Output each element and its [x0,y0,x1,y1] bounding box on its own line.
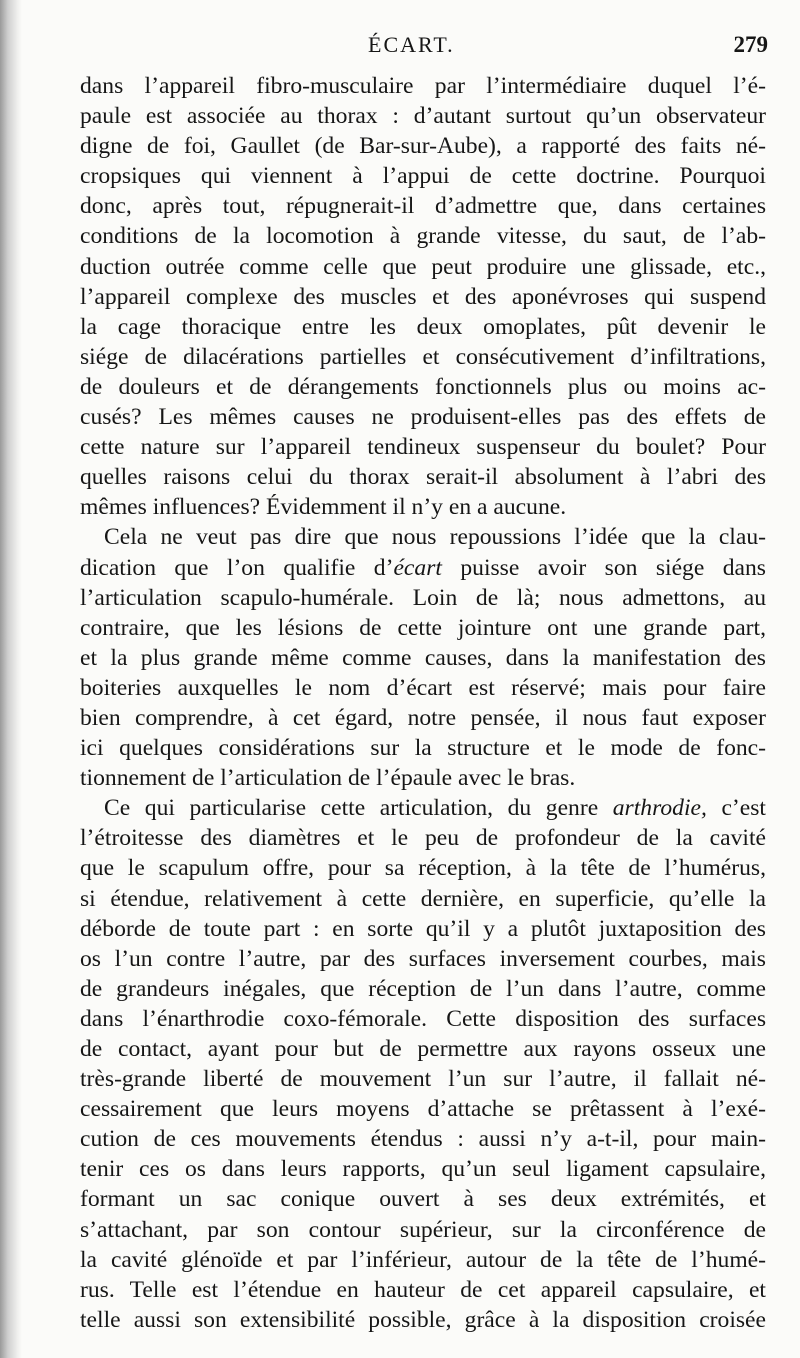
text-line: formant un sac conique ouvert à ses deux extrémités, et [80,1186,766,1213]
text-line: siége de dilacérations partielles et consécutivement d’infiltrations, [80,343,766,370]
text-fragment: c’est [706,795,766,822]
page-number: 279 [733,32,768,57]
text-line: digne de foi, Gaullet (de Bar-sur-Aube), a rapporté des faits né- [80,133,766,160]
running-head [0,30,800,62]
text-line: si étendue, relativement à cette dernière, en superficie, qu’elle la [80,885,766,912]
text-line: l’appareil complexe des muscles et des aponévroses qui suspend [80,283,766,310]
text-line: paule est associée au thorax : d’autant surtout qu’un observateur [80,103,766,130]
text-line: tenir ces os dans leurs rapports, qu’un seul ligament capsulaire, [80,1156,766,1183]
text-line: Cela ne veut pas dire que nous repoussions l’idée que la clau- [104,524,766,551]
text-line: et la plus grande même comme causes, dans la manifestation des [80,644,766,671]
text-line: que le scapulum offre, pour sa réception, à la tête de l’humérus, [80,855,766,882]
italic-term: écart [393,554,442,581]
text-line: déborde de toute part : en sorte qu’il y a plutôt juxtaposition des [80,915,766,942]
text-line: dans l’appareil fibro-musculaire par l’intermédiaire duquel l’é- [80,73,766,99]
text-line: os l’un contre l’autre, par des surfaces inversement courbes, mais [80,945,766,972]
text-line: donc, après tout, répugnerait-il d’admettre que, dans certaines [80,193,766,220]
text-fragment: Ce qui particularise cette articulation, du genre [104,795,613,822]
text-line: très-grande liberté de mouvement l’un sur l’autre, il fallait né- [80,1066,766,1093]
text-line: cessairement que leurs moyens d’attache se prêtassent à l’exé- [80,1096,766,1123]
text-line: cropsiques qui viennent à l’appui de cette doctrine. Pourquoi [80,163,766,190]
page-gutter-shadow [0,0,22,1358]
text-line: l’articulation scapulo-humérale. Loin de là; nous admettons, au [80,584,766,611]
running-title: ÉCART. [368,32,455,57]
text-line: telle aussi son extensibilité possible, grâce à la disposition croisée [80,1306,766,1333]
text-line: s’attachant, par son contour supérieur, sur la circonférence de [80,1216,766,1243]
text-line: cution de ces mouvements étendus : aussi n’y a-t-il, pour main- [80,1126,766,1153]
text-line: la cage thoracique entre les deux omoplates, pût devenir le [80,313,766,340]
page-body [80,71,766,1335]
text-line: cette nature sur l’appareil tendineux suspenseur du boulet? Pour [80,434,766,461]
text-fragment: dication que l’on qualifie d’ [80,554,394,581]
text-line [80,793,766,823]
text-line: conditions de la locomotion à grande vitesse, du saut, de l’ab- [80,223,766,250]
text-line: duction outrée comme celle que peut produire une glissade, etc., [80,253,766,280]
text-line: l’étroitesse des diamètres et le peu de profondeur de la cavité [80,825,766,852]
text-line: de douleurs et de dérangements fonctionnels plus ou moins ac- [80,373,766,400]
text-line [80,553,766,583]
italic-term: arthrodie, [612,795,707,822]
text-line: bien comprendre, à cet égard, notre pensée, il nous faut exposer [80,704,766,731]
text-line: la cavité glénoïde et par l’inférieur, autour de la tête de l’humé- [80,1246,766,1273]
text-line: quelles raisons celui du thorax serait-il absolument à l’abri des [80,464,766,491]
text-line: ici quelques considérations sur la structure et le mode de fonc- [80,735,766,762]
text-line: contraire, que les lésions de cette jointure ont une grande part, [80,614,766,641]
text-line: boiteries auxquelles le nom d’écart est réservé; mais pour faire [80,674,766,701]
text-line: mêmes influences? Évidemment il n’y en a aucune. [80,494,567,521]
text-line: dans l’énarthrodie coxo-fémorale. Cette disposition des surfaces [80,1005,766,1032]
text-line: rus. Telle est l’étendue en hauteur de cet appareil capsulaire, et [80,1276,766,1303]
text-line: de grandeurs inégales, que réception de l’un dans l’autre, comme [80,975,766,1002]
text-fragment: puisse avoir son siége dans [441,554,766,581]
text-line: cusés? Les mêmes causes ne produisent-elles pas des effets de [80,404,766,431]
text-line: de contact, ayant pour but de permettre aux rayons osseux une [80,1036,766,1062]
text-line: tionnement de l’articulation de l’épaule avec le bras. [80,765,576,792]
